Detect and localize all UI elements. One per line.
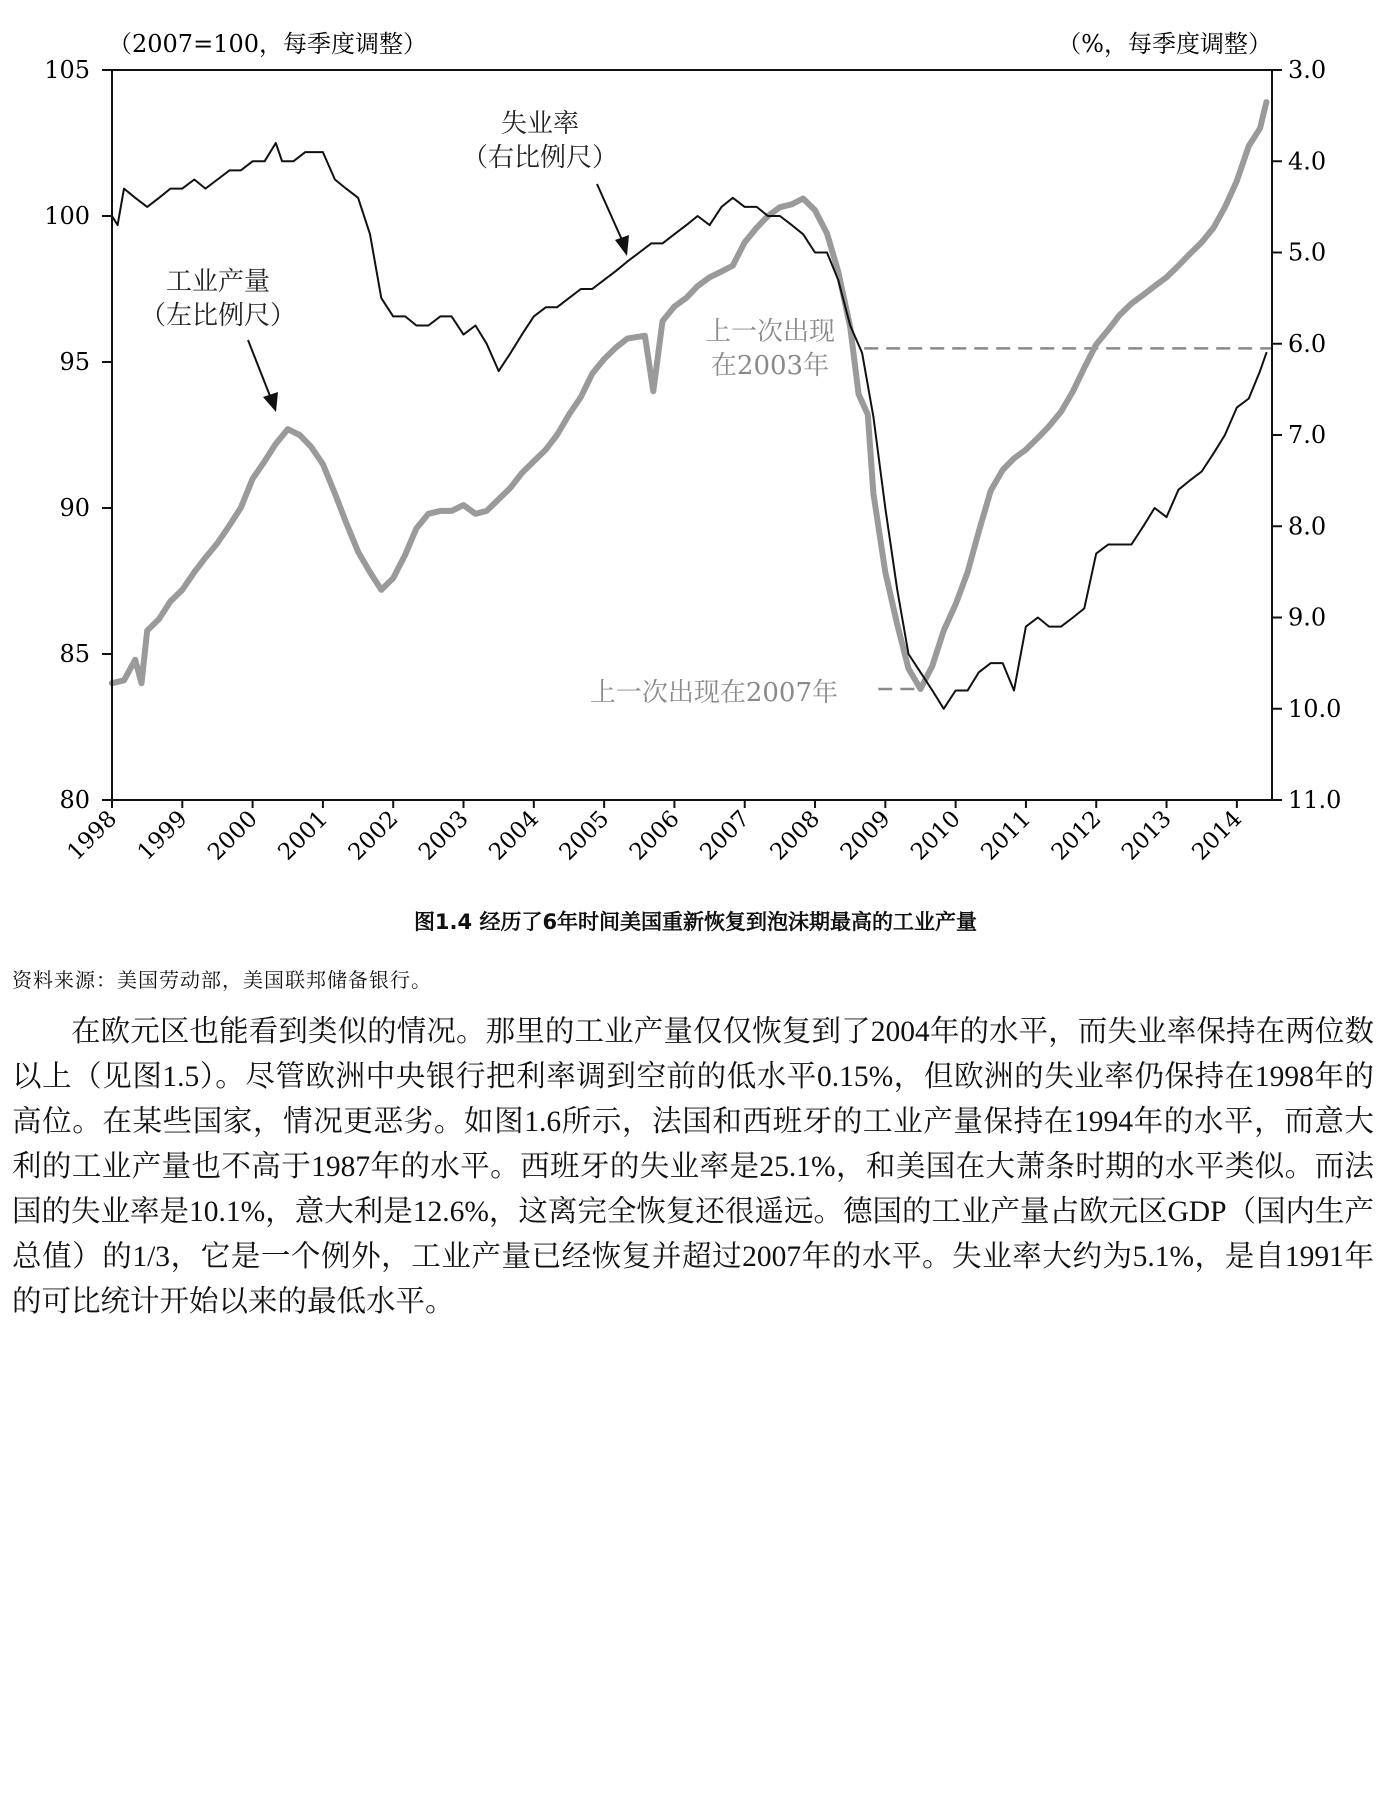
left-tick-label: 100 xyxy=(44,202,90,230)
last-seen-2003-line2: 在2003年 xyxy=(710,351,830,381)
series-layer xyxy=(112,102,1266,709)
x-tick-label: 2008 xyxy=(765,805,826,866)
left-tick-label: 95 xyxy=(59,348,90,376)
x-tick-label: 2000 xyxy=(203,805,263,866)
left-tick-label: 90 xyxy=(59,494,90,522)
unemployment-label-arrow xyxy=(597,184,622,240)
x-tick-label: 2002 xyxy=(343,805,404,866)
source-note: 资料来源：美国劳动部，美国联邦储备银行。 xyxy=(12,968,432,992)
right-tick-label: 3.0 xyxy=(1288,56,1327,84)
x-tick-label: 2009 xyxy=(835,805,896,866)
right-tick-label: 8.0 xyxy=(1288,512,1327,541)
x-tick-label: 2010 xyxy=(906,805,966,866)
unemployment-arrowhead xyxy=(615,235,629,256)
x-axis xyxy=(62,800,1247,866)
series-line-unemployment xyxy=(112,143,1266,709)
right-tick-label: 5.0 xyxy=(1288,238,1327,267)
x-tick-label: 2005 xyxy=(554,805,615,866)
production-arrowhead xyxy=(263,392,278,412)
right-axis xyxy=(1272,56,1341,814)
last-seen-2007-label: 上一次出现在2007年 xyxy=(589,678,838,708)
right-tick-label: 11.0 xyxy=(1288,786,1342,814)
x-tick-label: 2012 xyxy=(1046,805,1107,866)
right-axis-unit-label: （%，每季度调整） xyxy=(1057,30,1272,58)
unemployment-label-scale: （右比例尺） xyxy=(461,143,619,173)
left-axis xyxy=(44,56,112,814)
right-tick-label: 9.0 xyxy=(1288,603,1327,632)
x-tick-label: 2014 xyxy=(1187,805,1248,866)
unemployment-label-title: 失业率 xyxy=(500,109,580,139)
x-tick-label: 2003 xyxy=(413,805,474,866)
last-seen-2003-line1: 上一次出现 xyxy=(704,317,836,347)
series-line-industrial-production xyxy=(112,102,1266,689)
paragraph: 在欧元区也能看到类似的情况。那里的工业产量仅仅恢复到了2004年的水平，而失业率保持在两位数以上（见图1.5）。尽管欧洲中央银行把利率调到空前的低水平0.15%，但欧洲的失业率仍保持在1998年的高位。在某些国家，情况更恶劣。如图1.6所示，法国和西班牙的工业产量保持在1994年的水平，而意大利的工业产量也不高于1987年的水平。西班牙的失业率是25.1%，和美国在大萧条时期的水平类似。而法国的失业率是10.1%，意大利是12.6%，这离完全恢复还很遥远。德国的工业产量占欧元区GDP（国内生产总值）的1/3，它是一个例外，工业产量已经恢复并超过2007年的水平。失业率大约为5.1%，是自1991年的可比统计开始以来的最低水平。 xyxy=(12,1016,1374,1318)
production-label-arrow xyxy=(248,340,270,396)
x-tick-label: 2007 xyxy=(695,805,755,866)
x-tick-label: 2001 xyxy=(273,805,334,866)
chart xyxy=(0,0,1391,880)
left-axis-unit-label: （2007=100，每季度调整） xyxy=(108,30,427,58)
left-tick-label: 80 xyxy=(59,786,90,814)
x-tick-label: 2004 xyxy=(484,805,545,866)
right-tick-label: 7.0 xyxy=(1288,421,1327,449)
production-label-scale: （左比例尺） xyxy=(139,301,297,331)
x-tick-label: 2013 xyxy=(1117,805,1177,866)
body-text xyxy=(12,1010,1374,1325)
x-tick-label: 2006 xyxy=(624,805,685,866)
left-tick-label: 85 xyxy=(59,640,90,668)
x-tick-label: 2011 xyxy=(976,805,1037,866)
right-tick-label: 10.0 xyxy=(1288,694,1342,723)
left-tick-label: 105 xyxy=(44,56,90,84)
right-tick-label: 6.0 xyxy=(1288,329,1327,358)
right-tick-label: 4.0 xyxy=(1288,147,1327,176)
x-tick-label: 1999 xyxy=(132,805,193,866)
x-tick-label: 1998 xyxy=(62,805,123,866)
production-label-title: 工业产量 xyxy=(165,267,271,297)
figure-caption: 图1.4 经历了6年时间美国重新恢复到泡沫期最高的工业产量 xyxy=(413,910,978,934)
